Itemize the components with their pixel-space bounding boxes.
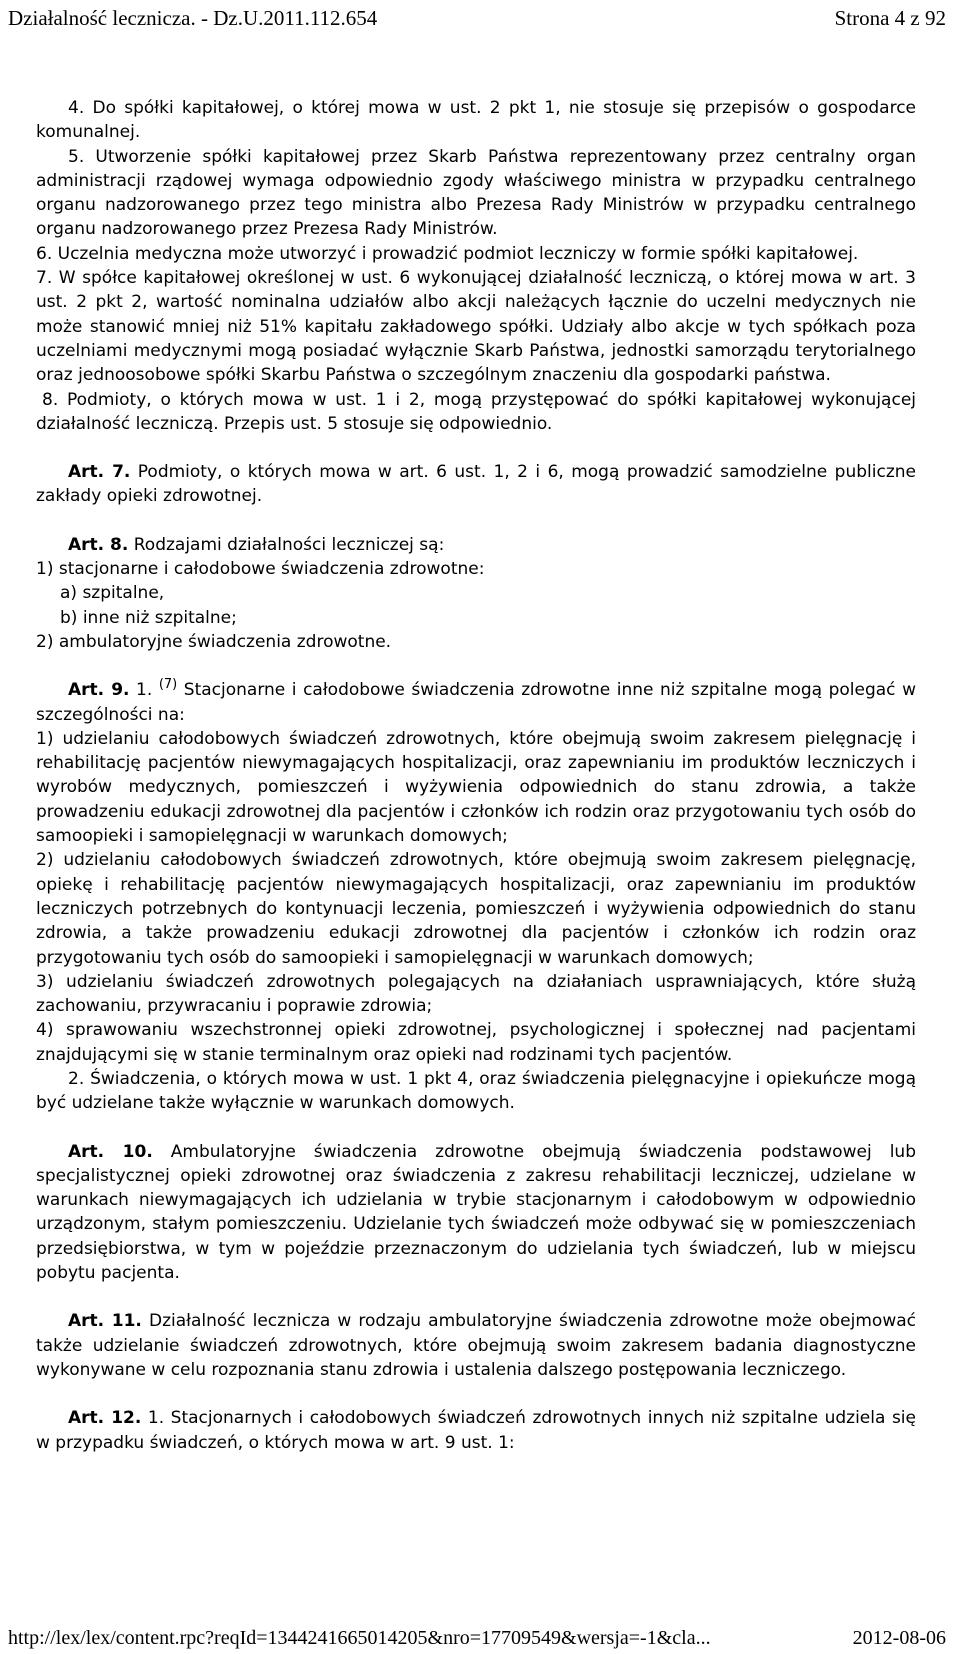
article-8-label: Art. 8.	[68, 534, 129, 555]
document-body	[36, 96, 916, 1455]
paragraph-ust-5: 5. Utworzenie spółki kapitałowej przez Skarb Państwa reprezentowany przez centralny organ administracji rządowej wymaga odpowiednio zgody właściwego ministra w przypadku centralnego organu nadzorowanego przez tego ministra albo Prezesa Rady Ministrów w przypadku centralnego organu nadzorowanego przez Prezesa Rady Ministrów.	[36, 146, 916, 240]
article-9	[36, 678, 916, 727]
article-12-label: Art. 12.	[68, 1408, 142, 1429]
paragraph-ust-8: 8. Podmioty, o których mowa w ust. 1 i 2, mogą przystępować do spółki kapitałowej wykonującej działalność leczniczą. Przepis ust. 5 stosuje się odpowiednio.	[36, 389, 916, 434]
article-10-label: Art. 10.	[68, 1141, 153, 1162]
article-9-item-4: 4) sprawowaniu wszechstronnej opieki zdrowotnej, psychologicznej i społecznej nad pacjentami znajdującymi się w stanie terminalnym oraz opieki nad rodzinami tych pacjentów.	[36, 1020, 916, 1065]
article-11	[36, 1309, 916, 1382]
article-9-ust-2: 2. Świadczenia, o których mowa w ust. 1 pkt 4, oraz świadczenia pielęgnacyjne i opiekuńcze mogą być udzielane także wyłącznie w warunkach domowych.	[36, 1068, 916, 1114]
page-footer	[8, 1626, 946, 1650]
article-8-item-1b: b) inne niż szpitalne;	[60, 607, 237, 628]
article-9-label: Art. 9.	[68, 680, 130, 701]
article-12-text: 1. Stacjonarnych i całodobowych świadczeń zdrowotnych innych niż szpitalne udziela się w przypadku świadczeń, o których mowa w art. 9 ust. 1:	[36, 1408, 916, 1453]
article-8-item-1: 1) stacjonarne i całodobowe świadczenia zdrowotne:	[36, 559, 485, 580]
footnote-ref: (7)	[158, 677, 178, 693]
article-7-text: Podmioty, o których mowa w art. 6 ust. 1, 2 i 6, mogą prowadzić samodzielne publiczne zakłady opieki zdrowotnej.	[36, 462, 916, 507]
article-10-text: Ambulatoryjne świadczenia zdrowotne obejmują świadczenia podstawowej lub specjalistycznej opieki zdrowotnej oraz świadczenia z zakresu rehabilitacji leczniczej, udzielane w warunkach niewymagających ich udzielania w trybie stacjonarnym i całodobowym w odpowiednio urządzonym, stałym pomieszczeniu. Udzielanie tych świadczeń może odbywać się w pomieszczeniach przedsiębiorstwa, w tym w pojeździe przeznaczonym do udzielania tych świadczeń, lub w miejscu pobytu pacjenta.	[36, 1141, 916, 1284]
article-9-item-3: 3) udzielaniu świadczeń zdrowotnych polegających na działaniach usprawniających, które służą zachowaniu, przywracaniu i poprawie zdrowia;	[36, 971, 916, 1017]
page-number: Strona 4 z 92	[834, 6, 946, 30]
document-title: Działalność lecznicza. - Dz.U.2011.112.654	[8, 6, 378, 30]
paragraph-ust-6: 6. Uczelnia medyczna może utworzyć i prowadzić podmiot leczniczy w formie spółki kapitałowej.	[36, 243, 859, 264]
paragraph-ust-4: 4. Do spółki kapitałowej, o której mowa w ust. 2 pkt 1, nie stosuje się przepisów o gospodarce komunalnej.	[36, 98, 916, 143]
page-header	[8, 6, 946, 30]
article-9-item-1: 1) udzielaniu całodobowych świadczeń zdrowotnych, które obejmują swoim zakresem pielęgnację i rehabilitację pacjentów niewymagających hospitalizacji, oraz zapewnianiu im produktów leczniczych i wyrobów medycznych, pomieszczeń i wyżywienia odpowiednich do stanu zdrowia, a także prowadzeniu edukacji zdrowotnej dla pacjentów i członków ich rodzin oraz przygotowaniu tych osób do samoopieki i samopielęgnacji w warunkach domowych;	[36, 728, 916, 847]
article-9-ust-number: 1.	[129, 680, 159, 701]
footer-date: 2012-08-06	[852, 1627, 946, 1649]
article-9-item-2: 2) udzielaniu całodobowych świadczeń zdrowotnych, które obejmują swoim zakresem pielęgnację, opiekę i rehabilitację pacjentów niewymagających hospitalizacji, oraz zapewnianiu im produktów leczniczych potrzebnych do kontynuacji leczenia, pomieszczeń i wyżywienia odpowiednich do stanu zdrowia, a także prowadzeniu edukacji zdrowotnej dla pacjentów i członków ich rodzin oraz przygotowaniu tych osób do samoopieki i samopielęgnacji w warunkach domowych;	[36, 850, 916, 968]
article-9-text: Stacjonarne i całodobowe świadczenia zdrowotne inne niż szpitalne mogą polegać w szczególności na:	[36, 680, 916, 725]
article-8-item-2: 2) ambulatoryjne świadczenia zdrowotne.	[36, 631, 392, 652]
article-11-label: Art. 11.	[68, 1311, 142, 1332]
article-8-item-1a: a) szpitalne,	[60, 583, 165, 604]
footer-url: http://lex/lex/content.rpc?reqId=1344241665014205&nro=17709549&wersja=-1&cla...	[8, 1627, 711, 1649]
paragraph-ust-7: 7. W spółce kapitałowej określonej w ust. 6 wykonującej działalność leczniczą, o której mowa w art. 3 ust. 2 pkt 2, wartość nominalna udziałów albo akcji należących łącznie do uczelni medycznych nie może stanowić mniej niż 51% kapitału zakładowego spółki. Udziały albo akcje w tych spółkach poza uczelniami medycznymi mogą posiadać wyłącznie Skarb Państwa, jednostki samorządu terytorialnego oraz jednoosobowe spółki Skarbu Państwa o szczególnym znaczeniu dla gospodarki państwa.	[36, 268, 916, 386]
article-7-label: Art. 7.	[68, 462, 131, 483]
article-8	[36, 533, 916, 557]
article-12	[36, 1406, 916, 1455]
article-11-text: Działalność lecznicza w rodzaju ambulatoryjne świadczenia zdrowotne może obejmować także udzielanie świadczeń zdrowotnych, które obejmują swoim zakresem badania diagnostyczne wykonywane w celu rozpoznania stanu zdrowia i ustalenia dalszego postępowania leczniczego.	[36, 1311, 916, 1380]
article-7	[36, 460, 916, 509]
article-8-text: Rodzajami działalności leczniczej są:	[128, 534, 445, 555]
article-10	[36, 1140, 916, 1286]
